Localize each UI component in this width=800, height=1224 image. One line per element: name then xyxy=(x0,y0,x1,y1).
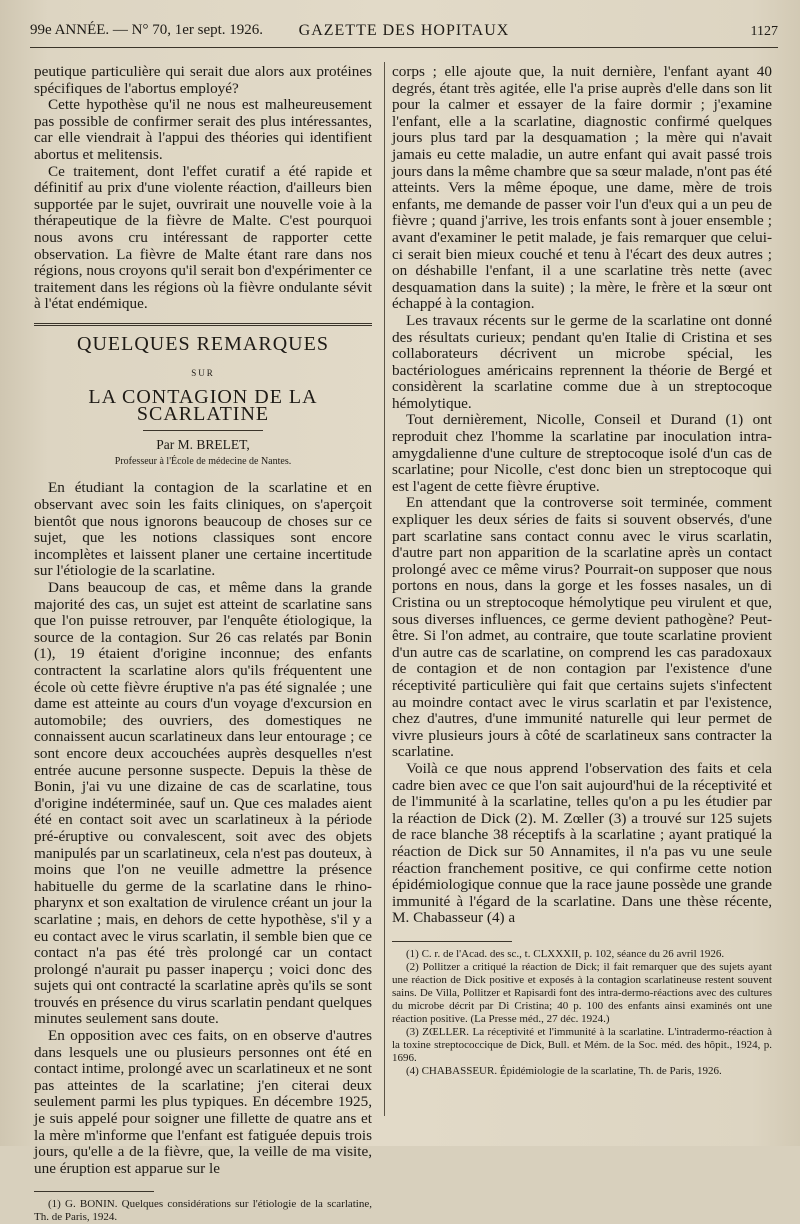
paragraph: peutique particulière qui serait due alors aux protéines spécifiques de l'abortus employé? xyxy=(34,63,372,97)
paragraph: Les travaux récents sur le germe de la scarlatine ont donné des résultats curieux; pendant qu'en Italie di Cristina et ses collaborateurs décrivent un microbe spécial, les bactériologues américains reprennent la théorie de Bergé et considèrent la scarlatine comme due à un streptocoque hémolytique. xyxy=(392,311,772,412)
column-divider xyxy=(384,62,385,1116)
page-header xyxy=(30,22,778,46)
paragraph: corps ; elle ajoute que, la nuit dernière, l'enfant ayant 40 degrés, étant très agitée, elle l'a prise auprès d'elle dans son lit pour la calmer et essayer de la faire dormir ; j'examine l'enfant, elle a la scarlatine, diagnostic confirmé quelques jours plus tard par la desquamation ; la mère qui n'avait jamais eu cette maladie, un autre enfant qui avait passé trois jours dans la même chambre que sa sœur malade, n'ont pas été atteints. Vers la même époque, une dame, mère de trois enfants, me demande de passer voir l'un d'eux qui a un peu de fièvre ; quand j'arrive, les trois enfants sont à jouer ensemble ; avant d'examiner le petit malade, je fais remarquer que celui-ci serait bien mieux couché et tenu à l'écart des deux autres ; on déshabille l'enfant, il a une scarlatine très nette (avec desquamation dans la suite) ; la mère, le frère et la sœur ont échappé à la contagion. xyxy=(392,63,772,313)
footnote: (1) C. r. de l'Acad. des sc., t. CLXXXII, p. 102, séance du 26 avril 1926. xyxy=(406,947,725,960)
paragraph: Cette hypothèse qu'il ne nous est malheureusement pas possible de confirmer serait des plus intéressantes, car elle viendrait à l'appui des théories qui identifient abortus et melitensis. xyxy=(34,96,372,163)
header-rule xyxy=(30,47,778,48)
author-affiliation: Professeur à l'École de médecine de Nantes. xyxy=(114,455,292,467)
left-column xyxy=(34,64,372,1224)
paragraph: Tout dernièrement, Nicolle, Conseil et Durand (1) ont reproduit chez l'homme la scarlatine par inoculation intra-amygdalienne d'une culture de streptocoque isolé d'un cas de scarlatine; pour Nicolle, c'est donc bien un streptocoque qui est l'agent de cette fièvre éruptive. xyxy=(392,411,772,495)
paragraph: Ce traitement, dont l'effet curatif a été rapide et définitif au prix d'une violente réaction, d'ailleurs bien supportée par le sujet, ouvrirait une nouvelle voie à la thérapeutique de la fièvre de Malte. C'est pourquoi nous avons cru intéressant de rapporter cette observation. La fièvre de Malte étant rare dans nos régions, nous croyons qu'il serait bon d'expérimenter ce traitement dans les régions où la fièvre ondulante sévit à l'état endémique. xyxy=(34,162,372,313)
article-title-line2: LA CONTAGION DE LA SCARLATINE xyxy=(88,386,318,425)
paragraph: En opposition avec ces faits, on en observe d'autres dans lesquels une ou plusieurs personnes ont été en contact intime, prolongé avec un scarlatineux et ne sont pas atteintes de la scarlatine; j'en citerai deux seulement parmi les plus typiques. En décembre 1925, je suis appelé pour soigner une fillette de quatre ans et la mère m'informe que l'enfant est fatiguée depuis trois jours, qu'elle a de la fièvre, que, la veille de ma visite, une éruption est apparue sur le xyxy=(34,1027,372,1177)
right-column xyxy=(392,64,772,1078)
journal-title: GAZETTE DES HOPITAUX xyxy=(298,22,510,39)
author: Par M. BRELET, xyxy=(156,437,250,453)
paragraph: En étudiant la contagion de la scarlatine et en observant avec soin les faits cliniques, on s'aperçoit bientôt que nous ignorons beaucoup de choses sur ce sujet, que les notions classiques sont encore incomplètes et laissent planer une certaine incertitude sur l'étiologie de la scarlatine. xyxy=(34,479,372,580)
footnote: (3) ZŒLLER. La réceptivité et l'immunité à la scarlatine. L'intradermo-réaction à la toxine streptococcique de Dick, Bull. et Mém. de la Soc. méd. des hôpit., 1924, p. 1696. xyxy=(392,1025,772,1064)
footnote-rule xyxy=(392,941,512,942)
article-title-line1: QUELQUES REMARQUES xyxy=(77,332,329,355)
issue-info: 99e ANNÉE. — N° 70, 1er sept. 1926. xyxy=(30,22,264,38)
paragraph: Dans beaucoup de cas, et même dans la grande majorité des cas, un sujet est atteint de scarlatine sans que l'on puisse retrouver, par l'enquête étiologique, la source de la contagion. Sur 26 cas relatés par Bonin (1), 19 étaient d'origine inconnue; des enfants contractent la scarlatine alors qu'ils fréquentent une école où cette fièvre éruptive n'a pas été signalée ; une dame est atteinte au cours d'un voyage d'excursion en automobile; des ouvriers, des domestiques ne connaissent aucun scarlatineux dans leur entourage ; ce sont encore deux accouchées auprès desquelles n'est entrée aucune personne suspecte. Depuis la thèse de Bonin, j'ai vu une dizaine de cas de scarlatine, tous d'origine indéterminée, sauf un. Que ces malades aient été en contact soit avec un scarlatineux à la période pré-éruptive ou convalescent, soit avec des objets manipulés par un scarlatineux, cela n'est pas douteux, à moins que l'on ne veuille admettre la présence habituelle du germe de la scarlatine dans le rhino-pharynx et son exaltation de virulence créant un jour la scarlatine ; mais, en dehors de cette hypothèse, s'il y a eu contact avec le virus scarlatin, il semble bien que ce contact n'a pas été très prolongé car un contact prolongé n'aurait pu passer inaperçu ; voici donc des sujets qui ont contracté la scarlatine après qu'ils se sont trouvés en présence du virus scarlatin pendant quelques minutes seulement sans doute. xyxy=(34,579,372,1028)
section-rule xyxy=(34,323,372,326)
footnote: (1) G. BONIN. Quelques considérations sur l'étiologie de la scarlatine, Th. de Paris, 1924. xyxy=(34,1198,372,1224)
paragraph: Voilà ce que nous apprend l'observation des faits et cela cadre bien avec ce que l'on sait aujourd'hui de la réceptivité et de l'immunité à la scarlatine, telles qu'on a pu les étudier par la réaction de Dick (2). M. Zœller (3) a trouvé sur 125 sujets de race blanche 38 réceptifs à la scarlatine ; ayant pratiqué la réaction de Dick sur 50 Annamites, il n'a pas vu une seule réaction franchement positive, ce qui confirme cette notion épidémiologique connue que la race jaune possède une grande immunité à l'égard de la scarlatine. Dans une thèse récente, M. Chabasseur (4) a xyxy=(392,759,772,927)
footnote: (2) Pollitzer a critiqué la réaction de Dick; il fait remarquer que des sujets ayant une réaction de Dick positive et exposés à la contagion scarlatineuse restent souvent sains. De Villa, Pollitzer et Rapisardi font des intra-dermo-réactions avec des cultures du microbe décrit par Di Cristina; 40 p. 100 des enfants ainsi examinés ont une réaction positive. (La Presse méd., 27 déc. 1924.) xyxy=(392,960,772,1025)
article-title-connector: SUR xyxy=(191,367,215,378)
title-rule xyxy=(143,430,263,431)
footnote-rule xyxy=(34,1191,154,1192)
page-number: 1127 xyxy=(750,24,778,39)
footnote: (4) CHABASSEUR. Épidémiologie de la scarlatine, Th. de Paris, 1926. xyxy=(406,1064,722,1077)
paragraph: En attendant que la controverse soit terminée, comment expliquer les deux séries de faits si souvent observés, d'une part scarlatine sans contact connu avec le virus scarlatin, d'autre part non apparition de la scarlatine après un contact prolongé avec ce même virus? Pourrait-on supposer que nous portons en nous, dans la gorge et les fosses nasales, un di Cristina ou un streptocoque hémolytique peu virulent et que, sous diverses influences, ce germe devient pathogène? Peut-être. Si l'on admet, au contraire, que toute scarlatine provient d'un autre cas de scarlatine, on comprend les cas paradoxaux de contagion et de non contagion par l'existence d'une réceptivité particulière qui fait que certains sujets s'infectent au moindre contact avec le virus scarlatin et par l'existence, chez d'autres, d'une immunité naturelle qui leur permet de vivre plusieurs jours à côté de scarlatineux sans contracter la scarlatine. xyxy=(392,494,772,761)
